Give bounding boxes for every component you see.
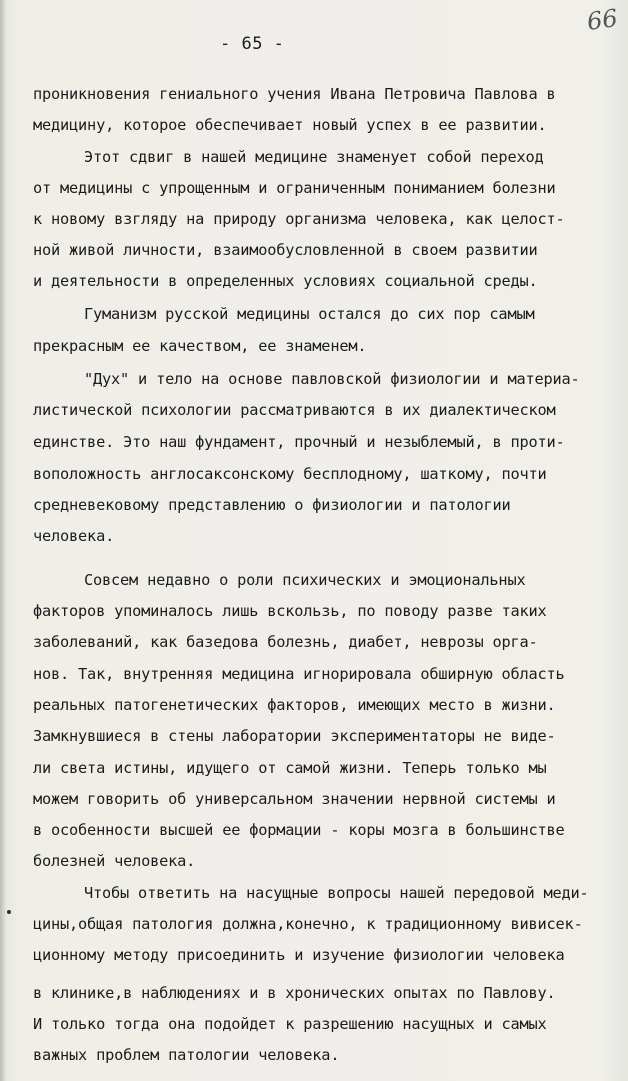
text-line: можем говорить об универсальном значении нервной системы и <box>33 790 556 808</box>
text-line: факторов упоминалось лишь вскользь, по поводу разве таких <box>33 602 547 620</box>
text-line: воположность англосаксонскому бесплодному, шаткому, почти <box>33 465 547 483</box>
text-line: человека. <box>33 527 115 545</box>
text-line: проникновения гениального учения Ивана Петровича Павлова в <box>33 85 556 103</box>
text-line: в клинике,в наблюдениях и в хронических опытах по Павлову. <box>33 984 556 1002</box>
text-line: Этот сдвиг в нашей медицине знаменует собой переход <box>84 148 544 166</box>
handwritten-archive-number: 66 <box>585 4 620 36</box>
page-edge-shadow <box>0 0 6 1081</box>
text-line: болезней человека. <box>33 852 196 870</box>
text-line: важных проблем патологии человека. <box>33 1046 340 1064</box>
text-line: цины,общая патология должна,конечно, к традиционному вивисек- <box>33 915 583 933</box>
text-line: прекрасным ее качеством, ее знаменем. <box>33 337 367 355</box>
text-line: средневековому представлению о физиологии и патологии <box>33 496 511 514</box>
text-line: И только тогда она подойдет к разрешению насущных и самых <box>33 1015 547 1033</box>
page-number: - 65 - <box>220 34 285 54</box>
text-line: Совсем недавно о роли психических и эмоциональных <box>84 571 526 589</box>
text-line: заболеваний, как базедова болезнь, диабет, неврозы орга- <box>33 633 538 651</box>
text-line: ли света истины, идущего от самой жизни. Теперь только мы <box>33 759 547 777</box>
text-line: от медицины с упрощенным и ограниченным пониманием болезни <box>33 179 556 197</box>
text-line: ной живой личности, взаимообусловленной в своем развитии <box>33 241 538 259</box>
text-line: нов. Так, внутренняя медицина игнорировала обширную область <box>33 665 565 683</box>
text-line: реальных патогенетических факторов, имеющих место в жизни. <box>33 696 556 714</box>
text-line: медицину, которое обеспечивает новый успех в ее развитии. <box>33 116 547 134</box>
text-line: Гуманизм русской медицины остался до сих пор самым <box>84 305 535 323</box>
text-line: Чтобы ответить на насущные вопросы нашей передовой меди- <box>84 884 589 902</box>
text-line: единстве. Это наш фундамент, прочный и незыблемый, в проти- <box>33 433 565 451</box>
text-line: к новому взгляду на природу организма человека, как целост- <box>33 210 565 228</box>
text-line: листической психологии рассматриваются в их диалектическом <box>33 401 556 419</box>
text-line: ционному методу присоединить и изучение физиологии человека <box>33 946 565 964</box>
text-line: "Дух" и тело на основе павловской физиологии и материа- <box>84 370 580 388</box>
text-line: и деятельности в определенных условиях социальной среды. <box>33 272 538 290</box>
text-line: в особенности высшей ее формации - коры мозга в большинстве <box>33 821 565 839</box>
margin-ink-dot <box>7 910 11 914</box>
text-line: Замкнувшиеся в стены лаборатории экспериментаторы не виде- <box>33 727 556 745</box>
